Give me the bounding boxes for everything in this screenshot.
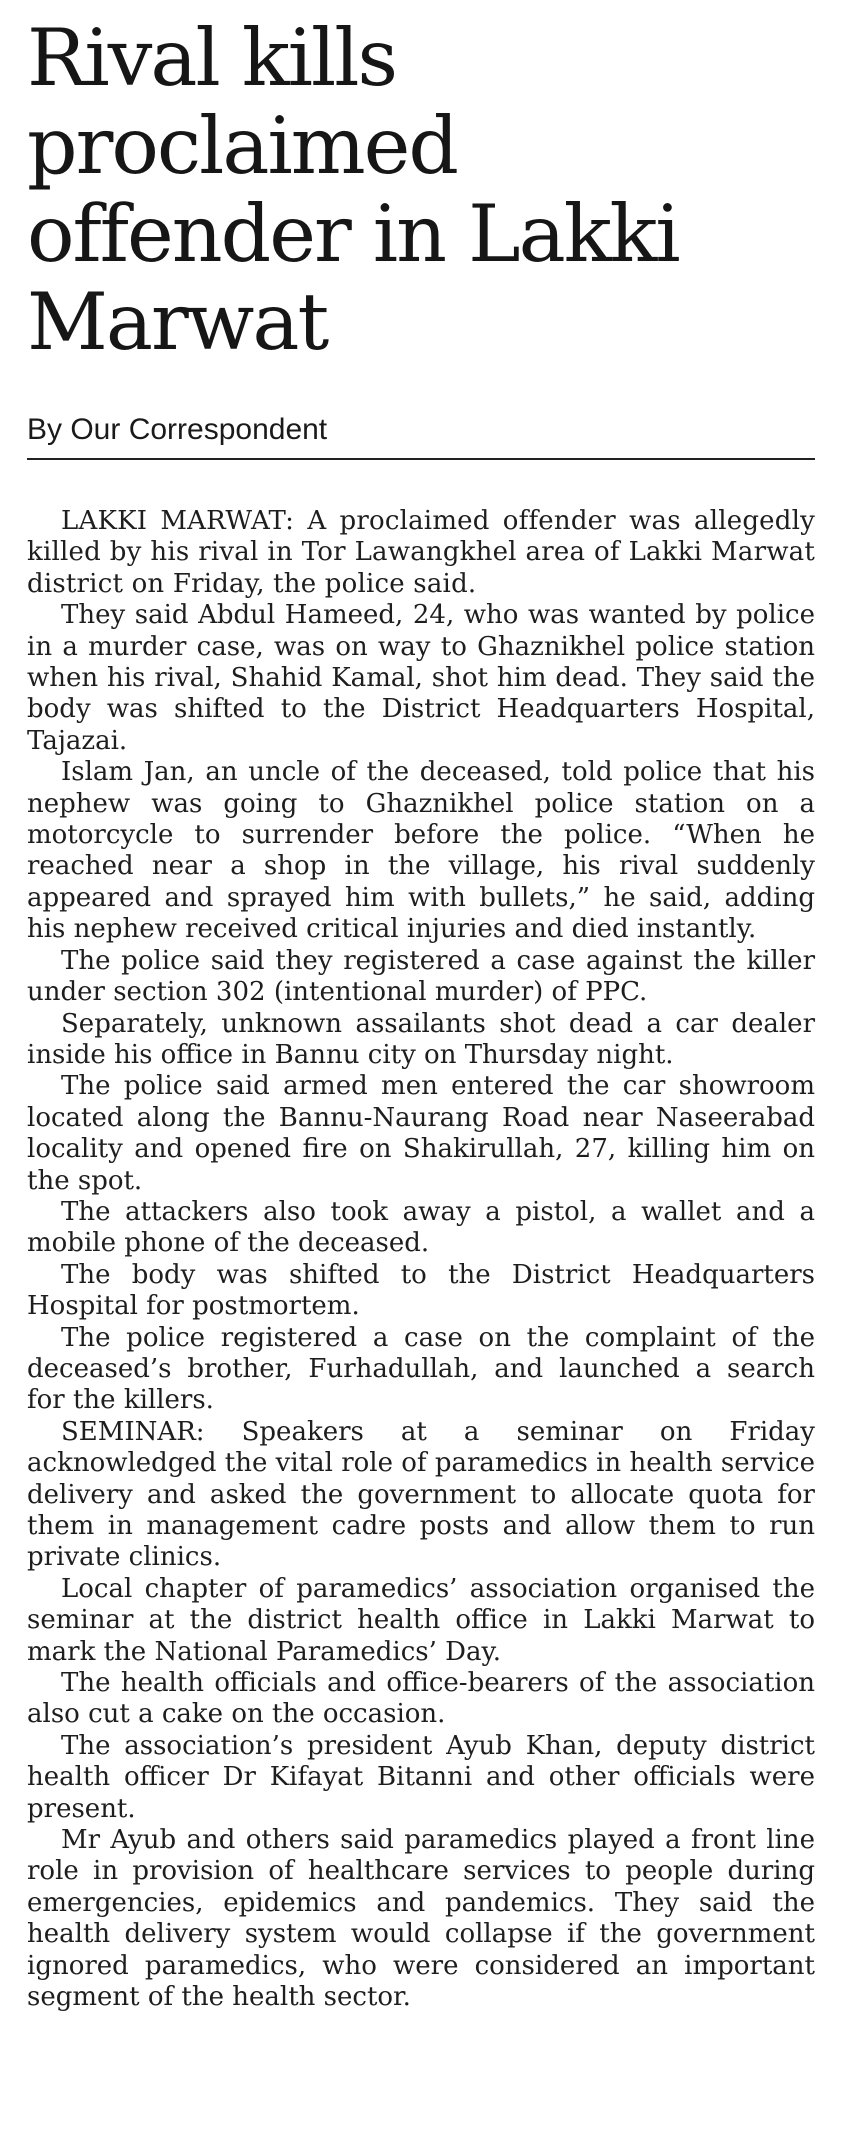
- paragraph: The attackers also took away a pistol, a wallet and a mobile phone of the deceased.: [27, 1196, 815, 1259]
- paragraph: Mr Ayub and others said paramedics played a front line role in provision of healthcare services to people during emergencies, epidemics and pandemics. They said the health delivery system would collapse if the government ignored paramedics, who were considered an important segment of the health sector.: [27, 1825, 815, 2013]
- paragraph: They said Abdul Hameed, 24, who was wanted by police in a murder case, was on way to Ghaznikhel police station when his rival, Shahid Kamal, shot him dead. They said the body was shifted to the District Headquarters Hospital, Tajazai.: [27, 600, 815, 756]
- byline: By Our Correspondent: [27, 412, 815, 460]
- paragraph: The police registered a case on the complaint of the deceased’s brother, Furhadullah, and launched a search for the killers.: [27, 1322, 815, 1416]
- paragraph: Separately, unknown assailants shot dead a car dealer inside his office in Bannu city on Thursday night.: [27, 1008, 815, 1070]
- article-body: [27, 506, 815, 2014]
- paragraph: Local chapter of paramedics’ association organised the seminar at the district health office in Lakki Marwat to mark the National Paramedics’ Day.: [27, 1573, 815, 1667]
- paragraph: The police said they registered a case against the killer under section 302 (intentional murder) of PPC.: [27, 945, 815, 1008]
- paragraph: SEMINAR: Speakers at a seminar on Friday acknowledged the vital role of paramedics in health service delivery and asked the government to allocate quota for them in management cadre posts and allow them to run private clinics.: [27, 1416, 815, 1573]
- paragraph: The health officials and office-bearers of the association also cut a cake on the occasion.: [27, 1668, 815, 1730]
- paragraph: The body was shifted to the District Headquarters Hospital for postmortem.: [27, 1259, 815, 1322]
- headline: Rival kills proclaimed offender in Lakki Marwat: [27, 12, 679, 368]
- paragraph: The association’s president Ayub Khan, deputy district health officer Dr Kifayat Bitanni and other officials were present.: [27, 1730, 815, 1824]
- paragraph: Islam Jan, an uncle of the deceased, told police that his nephew was going to Ghaznikhel police station on a motorcycle to surrender before the police. “When he reached near a shop in the village, his rival suddenly appeared and sprayed him with bullets,” he said, adding his nephew received critical injuries and died instantly.: [27, 757, 815, 945]
- paragraph: The police said armed men entered the car showroom located along the Bannu-Naurang Road near Naseerabad locality and opened fire on Shakirullah, 27, killing him on the spot.: [27, 1071, 815, 1196]
- paragraph: LAKKI MARWAT: A proclaimed offender was allegedly killed by his rival in Tor Lawangkhel area of Lakki Marwat district on Friday, the police said.: [27, 506, 815, 599]
